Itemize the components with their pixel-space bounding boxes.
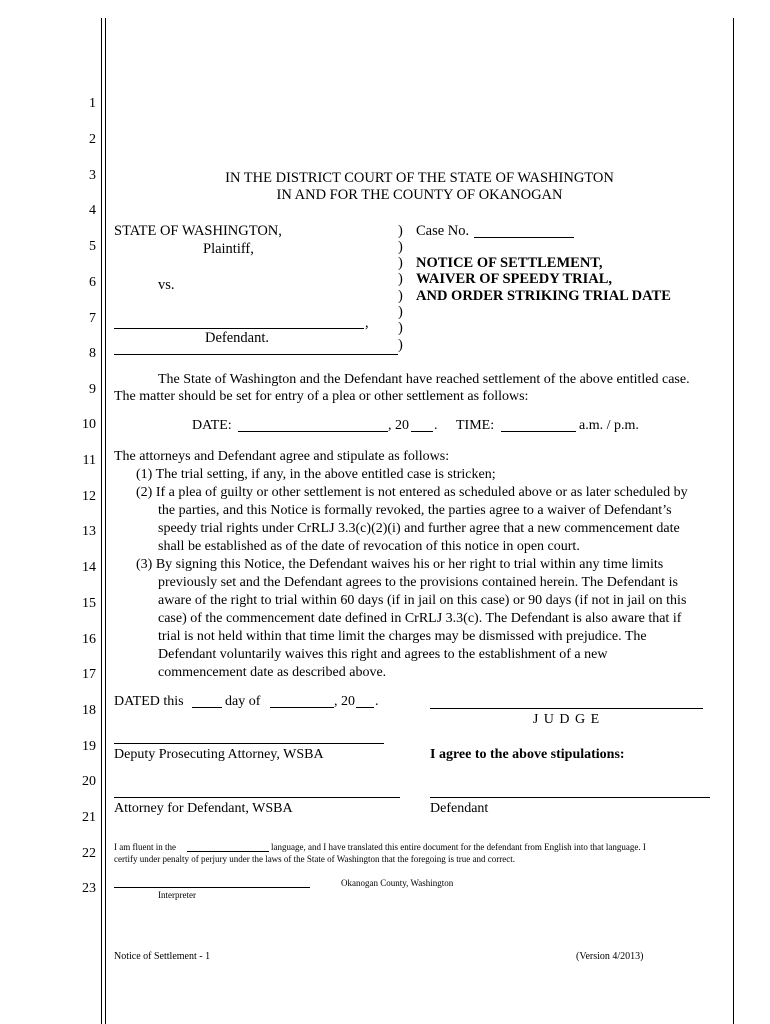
line-number: 4 — [89, 203, 96, 218]
caption-paren: ) — [398, 320, 403, 336]
court-name-line1: IN THE DISTRICT COURT OF THE STATE OF WASHINGTON — [225, 170, 614, 186]
caption-paren: ) — [398, 271, 403, 287]
document-title-line1: NOTICE OF SETTLEMENT, — [416, 255, 603, 271]
defendant-comma: , — [365, 315, 369, 331]
line-number: 21 — [82, 810, 96, 825]
caption-paren: ) — [398, 288, 403, 304]
stipulation-item-3-line: commencement date as described above. — [158, 665, 387, 680]
stipulation-item-2-line: the parties, and this Notice is formally revoked, the parties agree to a waiver of Defendant’s — [158, 503, 672, 518]
dated-month-line — [270, 707, 334, 708]
stipulation-item-2-line: (2) If a plea of guilty or other settlement is not entered as scheduled above or as later scheduled by — [136, 485, 688, 500]
interpreter-certification: certify under penalty of perjury under the laws of the State of Washington that the foregoing is true and correct. — [114, 854, 515, 864]
document-title-line2: WAIVER OF SPEEDY TRIAL, — [416, 271, 613, 287]
intro-line2: The matter should be set for entry of a plea or other settlement as follows: — [114, 389, 529, 404]
interpreter-text-b: language, and I have translated this entire document for the defendant from English into that language. I — [271, 842, 646, 852]
defendant-signature-line — [430, 797, 710, 798]
day-of-label: day of — [225, 694, 261, 709]
left-margin-rule-inner — [105, 18, 106, 1024]
line-number: 12 — [82, 489, 96, 504]
stipulation-item-3-line: case) of the commencement date defined in CrRLJ 3.3(c). The Defendant is also aware that if — [158, 611, 682, 626]
caption-bottom-line — [114, 354, 398, 355]
line-number: 10 — [82, 417, 96, 432]
line-number: 16 — [82, 632, 96, 647]
dated-year-prefix: , 20 — [334, 694, 355, 709]
caption-paren: ) — [398, 255, 403, 271]
line-number: 7 — [89, 311, 96, 326]
dated-this-label: DATED this — [114, 694, 184, 709]
date-period: . — [434, 418, 438, 433]
court-name-line2: IN AND FOR THE COUNTY OF OKANOGAN — [276, 187, 563, 203]
document-title-line3: AND ORDER STRIKING TRIAL DATE — [416, 288, 671, 304]
dated-period: . — [375, 694, 379, 709]
caption-paren: ) — [398, 223, 403, 239]
line-number: 17 — [82, 667, 96, 682]
line-number: 9 — [89, 382, 96, 397]
line-number: 13 — [82, 524, 96, 539]
line-number: 14 — [82, 560, 96, 575]
stipulation-item-3-line: previously set and the Defendant agrees to the provisions contained herein. The Defendant is — [158, 575, 678, 590]
stipulation-item-1: (1) The trial setting, if any, in the above entitled case is stricken; — [136, 467, 496, 482]
interpreter-text-a: I am fluent in the — [114, 842, 176, 852]
judge-label: J U D G E — [532, 712, 601, 727]
interpreter-language-line — [187, 851, 269, 852]
line-number: 18 — [82, 703, 96, 718]
date-year-prefix: , 20 — [388, 418, 409, 433]
stipulation-item-3-line: Defendant voluntarily waives this right and agrees to the establishment of a new — [158, 647, 608, 662]
case-number-line — [474, 237, 574, 238]
time-line — [501, 431, 576, 432]
date-label: DATE: — [192, 418, 232, 433]
date-year-line — [411, 431, 433, 432]
caption-paren: ) — [398, 337, 403, 353]
defense-attorney-signature-line — [114, 797, 400, 798]
footer-title: Notice of Settlement - 1 — [114, 951, 211, 962]
plaintiff-party: STATE OF WASHINGTON, — [114, 223, 282, 239]
vs-label: vs. — [158, 277, 175, 293]
defendant-signature-label: Defendant — [430, 801, 489, 816]
stipulation-item-2-line: shall be established as of the date of revocation of this notice in open court. — [158, 539, 580, 554]
line-number: 6 — [89, 275, 96, 290]
line-number: 20 — [82, 774, 96, 789]
line-number: 22 — [82, 846, 96, 861]
interpreter-label: Interpreter — [158, 890, 196, 900]
dated-year-line — [356, 707, 374, 708]
judge-signature-line — [430, 708, 703, 709]
time-label: TIME: — [456, 418, 495, 433]
agree-stipulations-label: I agree to the above stipulations: — [430, 747, 625, 762]
line-number: 1 — [89, 96, 96, 111]
defendant-name-line — [114, 328, 364, 329]
line-number: 19 — [82, 739, 96, 754]
line-number: 5 — [89, 239, 96, 254]
dated-day-line — [192, 707, 222, 708]
interpreter-location: Okanogan County, Washington — [341, 878, 454, 888]
caption-paren: ) — [398, 304, 403, 320]
case-number-label: Case No. — [416, 223, 470, 239]
stipulations-lead: The attorneys and Defendant agree and stipulate as follows: — [114, 449, 450, 464]
caption-paren: ) — [398, 239, 403, 255]
left-margin-rule-outer — [101, 18, 102, 1024]
footer-version: (Version 4/2013) — [576, 951, 644, 962]
plaintiff-label: Plaintiff, — [203, 241, 254, 257]
stipulation-item-3-line: aware of the right to trial within 60 days (if in jail on this case) or 90 days (if not in jail on this — [158, 593, 687, 608]
stipulation-item-3-line: (3) By signing this Notice, the Defendant waives his or her right to trial within any time limits — [136, 557, 664, 572]
stipulation-item-2-line: speedy trial rights under CrRLJ 3.3(c)(2)(i) and further agree that a new commencement date — [158, 521, 680, 536]
line-number: 3 — [89, 168, 96, 183]
defendant-label: Defendant. — [205, 330, 270, 346]
stipulation-item-3-line: trial is not held within that time limit the charges may be dismissed with prejudice. The — [158, 629, 647, 644]
prosecutor-signature-line — [114, 743, 384, 744]
defense-attorney-label: Attorney for Defendant, WSBA — [114, 801, 293, 816]
right-margin-rule — [733, 18, 734, 1024]
line-number: 8 — [89, 346, 96, 361]
intro-line1: The State of Washington and the Defendant have reached settlement of the above entitled case. — [158, 372, 690, 387]
interpreter-signature-line — [114, 887, 310, 888]
line-number: 2 — [89, 132, 96, 147]
ampm-label: a.m. / p.m. — [579, 418, 639, 433]
prosecutor-label: Deputy Prosecuting Attorney, WSBA — [114, 747, 324, 762]
line-number: 11 — [82, 453, 96, 468]
date-line — [238, 431, 388, 432]
line-number: 15 — [82, 596, 96, 611]
line-number: 23 — [82, 881, 96, 896]
